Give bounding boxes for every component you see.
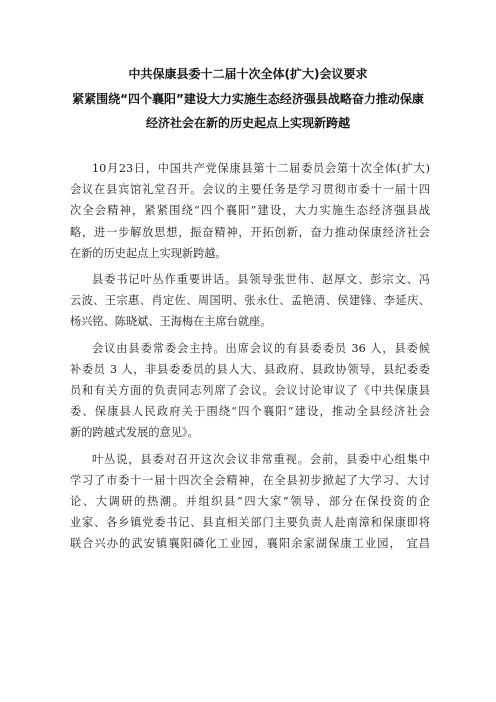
paragraph-line: 略，进一步解放思想，振奋精神，开拓创新，奋力推动保康经济社会 <box>70 225 430 239</box>
paragraph-line: 叶丛说，县委对召开这次会议非常重视。会前，县委中心组集中 <box>92 452 430 466</box>
paragraph <box>70 158 430 264</box>
paragraph-line: 县委书记叶丛作重要讲话。县领导张世伟、赵厚文、彭宗文、冯 <box>92 273 430 287</box>
paragraph-line: 次全会精神，紧紧围绕“四个襄阳”建设，大力实施生态经济强县战 <box>70 204 430 218</box>
paragraph-line: 会议由县委常委会主持。出席会议的有县委委员 36 人，县委候 <box>92 341 430 355</box>
paragraph <box>70 449 430 555</box>
paragraph-line: 学习了市委十一届十四次全会精神，在全县初步掀起了大学习、大讨 <box>70 473 430 487</box>
title-line-3: 经济社会在新的历史起点上实现新跨越 <box>145 116 350 130</box>
paragraph-line: 联合兴办的武安镇襄阳磷化工业园，襄阳余家湖保康工业园， 宜昌 <box>70 537 430 551</box>
paragraph-line: 补委员 3 人，非县委委员的县人大、县政府、县政协领导，县纪委委 <box>70 362 430 376</box>
paragraph-line: 业家、各乡镇党委书记、县直相关部门主要负责人赴南漳和保康即将 <box>70 516 430 530</box>
paragraph-line: 云波、王宗惠、肖定佐、周国明、张永仕、孟艳清、侯建锋、李延庆、 <box>70 294 430 308</box>
paragraph-line: 员和有关方面的负责同志列席了会议。会议讨论审议了《中共保康县 <box>70 384 430 398</box>
paragraph-line: 论、大调研的热潮。并组织县“四大家”领导、部分在保投资的企 <box>70 495 430 509</box>
paragraph-line: 10月23日，中国共产党保康县第十二届委员会第十次全体(扩大) <box>92 162 430 175</box>
title-line-2: 紧紧围绕“四个襄阳”建设大力实施生态经济强县战略奋力推动保康 <box>72 91 424 106</box>
paragraph <box>70 338 430 444</box>
document-body <box>70 158 430 560</box>
paragraph-line: 新的跨越式发展的意见》。 <box>70 426 199 440</box>
paragraph-line: 会议在县宾馆礼堂召开。会议的主要任务是学习贯彻市委十一届十四 <box>70 183 430 197</box>
title-line-1: 中共保康县委十二届十次全体(扩大)会议要求 <box>128 67 368 81</box>
paragraph-line: 在新的历史起点上实现新跨越。 <box>70 246 227 260</box>
document-title <box>60 62 436 136</box>
paragraph <box>70 269 430 333</box>
paragraph-line: 委、保康县人民政府关于围绕“四个襄阳”建设，推动全县经济社会 <box>70 405 430 419</box>
paragraph-line: 杨兴铭、陈晓斌、王海梅在主席台就座。 <box>70 315 272 329</box>
